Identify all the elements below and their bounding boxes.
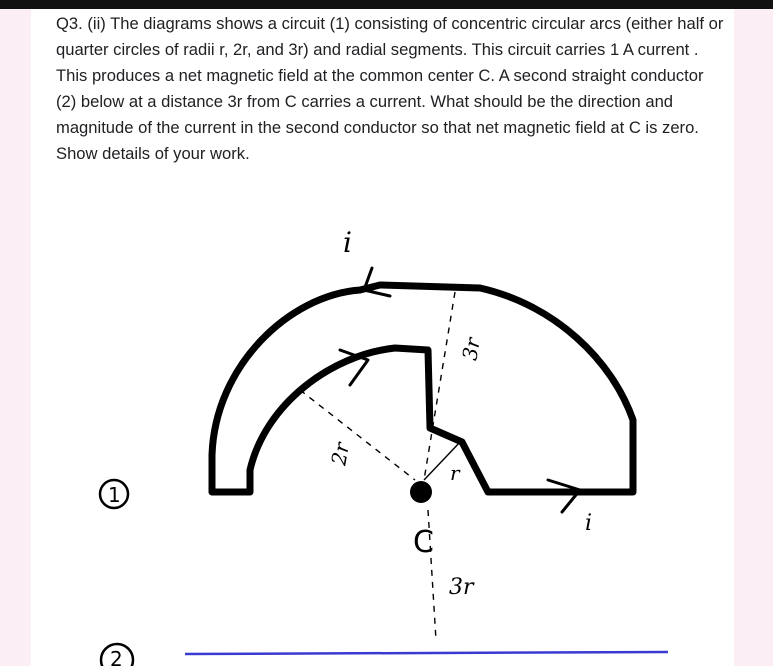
- center-point: [410, 481, 432, 503]
- label-distance-3r: 3r: [449, 575, 474, 600]
- radius-guides: [300, 292, 455, 640]
- circuit-wire: [212, 285, 633, 492]
- svg-text:1: 1: [108, 483, 121, 507]
- label-circuit-1: [100, 480, 128, 508]
- label-radius-r: r: [450, 461, 460, 485]
- question-text: Q3. (ii) The diagrams shows a circuit (1) consisting of concentric circular arcs (either half or quarter circles of radii r, 2r, and 3r) and radial segments. This circuit carries 1 A current . This produces a net magnetic field at the common center C. A second straight conductor (2) below at a distance 3r from C carries a current. What should be the direction and magnitude of the current in the second conductor so that net magnetic field at C is zero. Show details of your work.: [56, 14, 724, 163]
- label-radius-3r: 3r: [457, 335, 485, 363]
- label-conductor-2: [101, 644, 133, 666]
- straight-conductor: [185, 652, 668, 654]
- current-arrows: [340, 268, 580, 512]
- label-radius-2r: 2r: [326, 440, 354, 467]
- label-current-top: i: [343, 226, 352, 259]
- label-current-right: i: [585, 511, 593, 536]
- label-center: C: [413, 525, 434, 560]
- svg-text:2: 2: [110, 647, 123, 666]
